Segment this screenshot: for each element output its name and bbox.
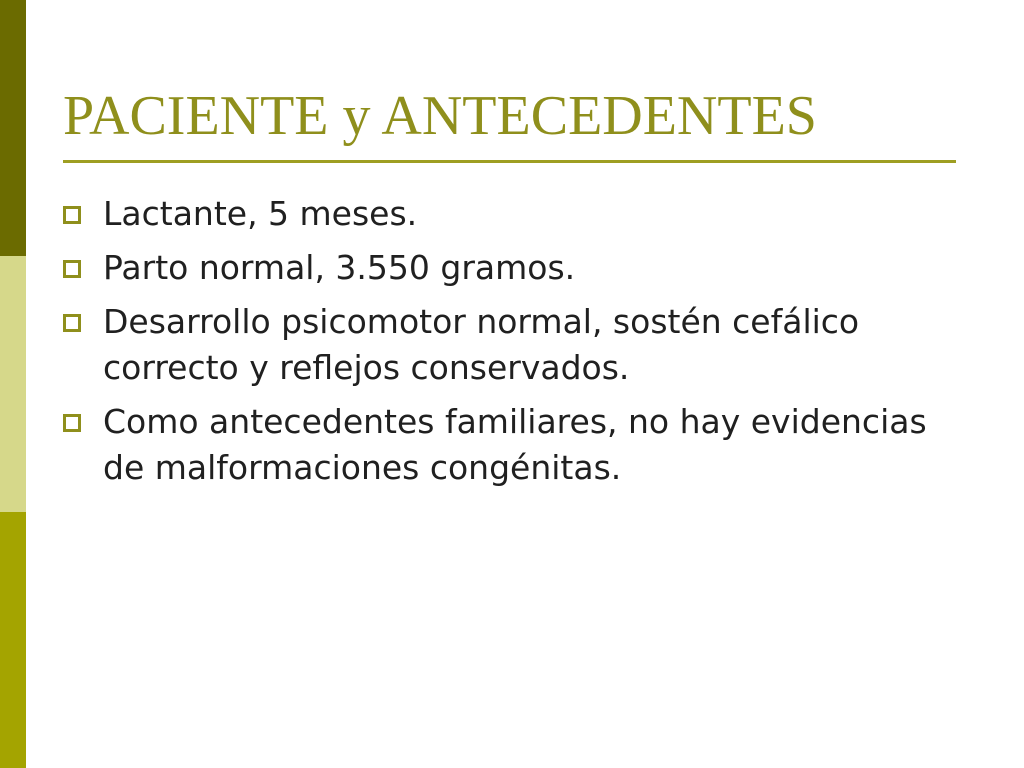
bullet-item [63, 299, 963, 391]
bullet-text: Parto normal, 3.550 gramos. [103, 248, 576, 287]
hollow-square-icon [63, 260, 81, 278]
side-band-bottom [0, 512, 26, 768]
bullet-list [63, 191, 963, 499]
bullet-text: Como antecedentes familiares, no hay evidencias de malformaciones congénitas. [103, 402, 927, 487]
hollow-square-icon [63, 414, 81, 432]
side-band-middle [0, 256, 26, 512]
bullet-item [63, 399, 963, 491]
slide-title: PACIENTE y ANTECEDENTES [63, 85, 817, 147]
side-band-top [0, 0, 26, 256]
bullet-item [63, 191, 963, 237]
bullet-text: Lactante, 5 meses. [103, 194, 418, 233]
bullet-item [63, 245, 963, 291]
hollow-square-icon [63, 206, 81, 224]
hollow-square-icon [63, 314, 81, 332]
title-underline [63, 160, 956, 163]
bullet-text: Desarrollo psicomotor normal, sostén cefálico correcto y reflejos conservados. [103, 302, 860, 387]
